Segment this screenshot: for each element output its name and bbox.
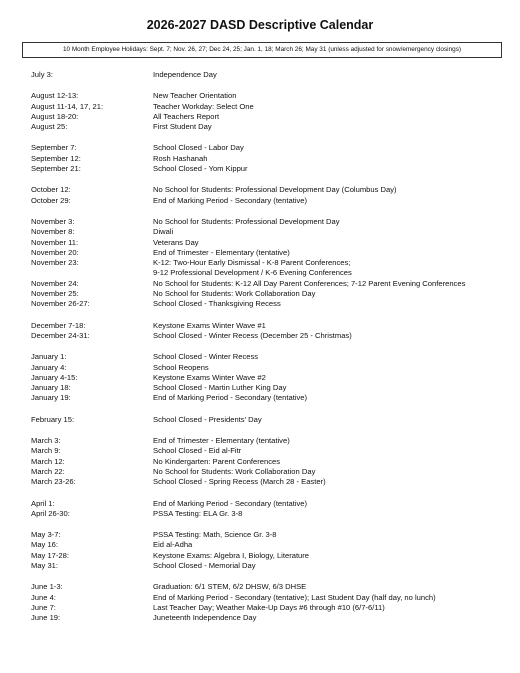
entry-event: Juneteenth Independence Day <box>153 613 257 623</box>
entry-event: No School for Students: Work Collaboration Day <box>153 289 316 299</box>
group-spacer <box>31 206 501 217</box>
calendar-entry <box>31 457 501 467</box>
group-spacer <box>31 571 501 582</box>
calendar-entry <box>31 154 501 164</box>
calendar-list <box>31 70 501 623</box>
entry-event: School Closed - Presidents' Day <box>153 414 262 424</box>
calendar-entry <box>31 373 501 383</box>
calendar-entry <box>31 331 501 341</box>
entry-event: Last Teacher Day; Weather Make-Up Days #6 through #10 (6/7-6/11) <box>153 602 385 612</box>
page-title: 2026-2027 DASD Descriptive Calendar <box>146 18 374 32</box>
entry-date: January 1: <box>31 352 67 362</box>
entry-date: September 21: <box>31 164 81 174</box>
calendar-entry <box>31 238 501 248</box>
entry-date: December 24-31: <box>31 330 90 340</box>
calendar-entry <box>31 446 501 456</box>
entry-event: Independence Day <box>153 70 217 79</box>
entry-date: August 25: <box>31 122 68 132</box>
group-spacer <box>31 341 501 352</box>
entry-date: May 3-7: <box>31 530 61 540</box>
entry-event: End of Marking Period - Secondary (tentative) <box>153 393 308 403</box>
calendar-entry <box>31 196 501 206</box>
entry-date: June 1-3: <box>31 582 63 592</box>
calendar-entry <box>31 248 501 258</box>
group-spacer <box>31 132 501 143</box>
entry-date: June 4: <box>31 592 56 602</box>
entry-event: Graduation: 6/1 STEM, 6/2 DHSW, 6/3 DHSE <box>153 582 307 592</box>
entry-date: August 18-20: <box>31 111 79 121</box>
group-spacer <box>31 80 501 91</box>
entry-date: October 12: <box>31 185 71 195</box>
calendar-entry <box>31 383 501 393</box>
entry-date: October 29: <box>31 195 71 205</box>
calendar-entry <box>31 321 501 331</box>
calendar-entry <box>31 227 501 237</box>
entry-event: End of Trimester - Elementary (tentative) <box>153 436 290 446</box>
calendar-entry <box>31 436 501 446</box>
calendar-entry <box>31 393 501 403</box>
entry-event: School Closed - Winter Recess <box>153 352 259 362</box>
entry-event: Rosh Hashanah <box>153 153 208 163</box>
entry-date: December 7-18: <box>31 320 86 330</box>
calendar-entry <box>31 509 501 519</box>
entry-event: No School for Students: K-12 All Day Parent Conferences; 7-12 Parent Evening Conferences <box>153 278 466 288</box>
entry-event: School Closed - Winter Recess (December 25 - Christmas) <box>153 330 352 340</box>
entry-event: School Closed - Memorial Day <box>153 560 256 570</box>
entry-date: January 18: <box>31 383 71 393</box>
entry-event: Diwali <box>153 227 174 237</box>
calendar-entry <box>31 530 501 540</box>
entry-event: School Closed - Thanksgiving Recess <box>153 299 281 309</box>
entry-event: End of Marking Period - Secondary (tentative) <box>153 498 308 508</box>
entry-date: August 11-14, 17, 21: <box>31 101 104 111</box>
entry-date: May 16: <box>31 540 59 550</box>
group-spacer <box>31 174 501 185</box>
calendar-entry <box>31 593 501 603</box>
entry-date: November 3: <box>31 216 75 226</box>
calendar-entry <box>31 122 501 132</box>
entry-date: August 12-13: <box>31 91 79 101</box>
entry-date: March 23-26: <box>31 477 76 487</box>
entry-date: November 25: <box>31 289 79 299</box>
entry-event: No School for Students: Work Collaboration Day <box>153 466 316 476</box>
entry-date: February 15: <box>31 414 75 424</box>
entry-event: No School for Students: Professional Development Day <box>153 216 340 226</box>
group-spacer <box>31 404 501 415</box>
calendar-entry <box>31 164 501 174</box>
entry-event: End of Marking Period - Secondary (tentative) <box>153 195 308 205</box>
entry-event: End of Marking Period - Secondary (tentative); Last Student Day (half day, no lunch) <box>153 592 436 602</box>
entry-date: May 31: <box>31 560 59 570</box>
entry-date: March 12: <box>31 456 65 466</box>
entry-date: November 11: <box>31 237 79 247</box>
calendar-entry <box>31 185 501 195</box>
entry-date: November 8: <box>31 227 75 237</box>
entry-date: January 4-15: <box>31 372 78 382</box>
calendar-entry <box>31 299 501 309</box>
group-spacer <box>31 488 501 499</box>
calendar-entry <box>31 613 501 623</box>
entry-date: January 19: <box>31 393 71 403</box>
entry-date: July 3: <box>31 70 53 79</box>
entry-event: 9-12 Professional Development / K-6 Evening Conferences <box>153 268 352 278</box>
calendar-entry <box>31 603 501 613</box>
entry-date: September 7: <box>31 143 77 153</box>
entry-date: March 3: <box>31 436 61 446</box>
entry-event: School Closed - Eid al-Fitr <box>153 446 242 456</box>
entry-date: June 19: <box>31 613 61 623</box>
entry-event: No School for Students: Professional Development Day (Columbus Day) <box>153 185 397 195</box>
entry-event: No Kindergarten: Parent Conferences <box>153 456 281 466</box>
entry-date: November 20: <box>31 247 79 257</box>
entry-event: Keystone Exams Winter Wave #2 <box>153 372 266 382</box>
calendar-entry <box>31 467 501 477</box>
calendar-entry <box>31 91 501 101</box>
entry-event: PSSA Testing: Math, Science Gr. 3-8 <box>153 530 277 540</box>
calendar-entry <box>31 279 501 289</box>
entry-event: School Closed - Martin Luther King Day <box>153 383 287 393</box>
calendar-entry <box>31 477 501 487</box>
calendar-entry <box>31 102 501 112</box>
entry-date: May 17-28: <box>31 550 69 560</box>
calendar-entry <box>31 258 501 268</box>
group-spacer <box>31 519 501 530</box>
entry-event: K-12: Two-Hour Early Dismissal - K-8 Parent Conferences; <box>153 258 351 268</box>
calendar-entry <box>31 540 501 550</box>
entry-event: Keystone Exams Winter Wave #1 <box>153 320 266 330</box>
entry-event: All Teachers Report <box>153 111 220 121</box>
calendar-entry <box>31 352 501 362</box>
entry-event: New Teacher Orientation <box>153 91 237 101</box>
calendar-entry <box>31 70 501 80</box>
entry-date: September 12: <box>31 153 81 163</box>
calendar-entry <box>31 217 501 227</box>
entry-event: End of Trimester - Elementary (tentative) <box>153 247 290 257</box>
entry-date: March 22: <box>31 466 65 476</box>
calendar-entry <box>31 499 501 509</box>
entry-date: November 23: <box>31 258 79 268</box>
entry-event: Veterans Day <box>153 237 199 247</box>
entry-event: School Closed - Labor Day <box>153 143 244 153</box>
calendar-entry <box>31 289 501 299</box>
entry-event: Keystone Exams: Algebra I, Biology, Literature <box>153 550 310 560</box>
entry-event: PSSA Testing: ELA Gr. 3-8 <box>153 508 243 518</box>
calendar-entry <box>31 143 501 153</box>
entry-event: Eid al-Adha <box>153 540 193 550</box>
entry-event: School Reopens <box>153 362 209 372</box>
entry-date: November 24: <box>31 278 79 288</box>
calendar-entry <box>31 415 501 425</box>
entry-date: November 26-27: <box>31 299 90 309</box>
calendar-entry <box>31 561 501 571</box>
entry-event: School Closed - Yom Kippur <box>153 164 248 174</box>
entry-date: April 26-30: <box>31 508 70 518</box>
entry-date <box>31 268 153 278</box>
entry-date: June 7: <box>31 602 56 612</box>
entry-event: Teacher Workday: Select One <box>153 101 254 111</box>
calendar-entry <box>31 268 501 278</box>
entry-date: January 4: <box>31 362 67 372</box>
calendar-entry <box>31 112 501 122</box>
entry-date: April 1: <box>31 498 55 508</box>
calendar-entry <box>31 363 501 373</box>
calendar-entry <box>31 551 501 561</box>
entry-date: March 9: <box>31 446 61 456</box>
holidays-note: 10 Month Employee Holidays: Sept. 7; Nov. 26, 27; Dec 24, 25; Jan. 1, 18; March 26; May 31 (unless adjusted for snow/emergency closings) <box>22 42 502 58</box>
group-spacer <box>31 310 501 321</box>
calendar-entry <box>31 582 501 592</box>
group-spacer <box>31 425 501 436</box>
entry-event: School Closed - Spring Recess (March 28 - Easter) <box>153 477 326 487</box>
entry-event: First Student Day <box>153 122 212 132</box>
